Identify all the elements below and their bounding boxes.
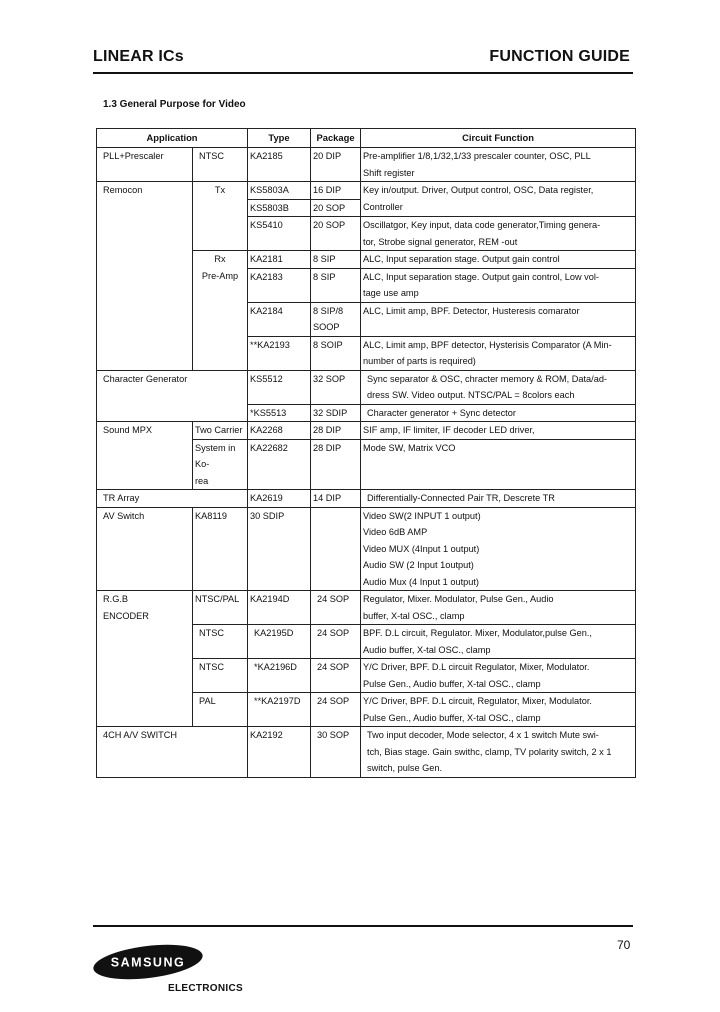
type-cell: KA2183 xyxy=(248,268,311,302)
type-cell: KA2181 xyxy=(248,251,311,269)
function-cell xyxy=(361,148,636,182)
application-line: ENCODER xyxy=(103,610,149,621)
package-cell: 32 SDIP xyxy=(311,404,361,422)
sub-application-cell: NTSC xyxy=(193,625,248,659)
function-line: ALC, Limit amp, BPF. Detector, Husteresis comarator xyxy=(363,305,580,316)
function-line: buffer, X-tal OSC., clamp xyxy=(363,610,465,621)
function-cell xyxy=(361,727,636,778)
function-cell xyxy=(361,336,636,370)
sub-application-cell: Pre-Amp xyxy=(193,268,248,370)
type-cell: **KA2197D xyxy=(248,693,311,727)
table-row xyxy=(97,148,636,182)
type-cell: KA22682 xyxy=(248,439,311,490)
function-line: Controller xyxy=(363,201,403,212)
package-cell: 32 SOP xyxy=(311,370,361,404)
function-line: number of parts is required) xyxy=(363,356,476,366)
package-cell: 20 SOP xyxy=(311,199,361,217)
package-cell: 8 SIP xyxy=(311,268,361,302)
function-line: Y/C Driver, BPF. D.L circuit Regulator, Mixer, Modulator. xyxy=(363,662,590,672)
sub-application-cell: NTSC xyxy=(193,659,248,693)
samsung-logo xyxy=(92,944,204,985)
type-cell: KA2268 xyxy=(248,422,311,440)
type-cell: KA2194D xyxy=(248,591,311,625)
application-cell: Character Generator xyxy=(97,370,248,422)
footer-rule xyxy=(93,925,633,927)
function-line: Pulse Gen., Audio buffer, X-tal OSC., clamp xyxy=(363,678,541,689)
header-rule xyxy=(93,72,633,74)
sub-application-cell: PAL xyxy=(193,693,248,727)
function-line: Video SW(2 INPUT 1 output) xyxy=(363,510,481,521)
package-cell: 8 SOIP xyxy=(311,336,361,370)
package-cell xyxy=(311,507,361,591)
function-cell xyxy=(361,302,636,336)
function-cell xyxy=(361,693,636,727)
type-cell: KA2195D xyxy=(248,625,311,659)
type-cell: KS5512 xyxy=(248,370,311,404)
function-line: Oscillatgor, Key input, data code generator,Timing genera- xyxy=(363,220,601,230)
header-package: Package xyxy=(311,129,361,148)
package-cell: 24 SOP xyxy=(311,591,361,625)
page-number: 70 xyxy=(617,938,631,952)
function-line: ALC, Input separation stage. Output gain control, Low vol- xyxy=(363,271,599,282)
function-line: dress SW. Video output. NTSC/PAL = 8colors each xyxy=(367,390,575,400)
package-cell: 16 DIP xyxy=(311,182,361,200)
sub-application-cell: KA8119 xyxy=(193,507,248,591)
application-cell: PLL+Prescaler xyxy=(97,148,193,182)
application-cell: 4CH A/V SWITCH xyxy=(97,727,248,778)
function-line: SIF amp, IF limiter, IF decoder LED driver, xyxy=(363,425,535,435)
sub-application-cell: Tx xyxy=(193,182,248,251)
table-row xyxy=(97,490,636,508)
sub-application-cell: NTSC/PAL xyxy=(193,591,248,625)
application-cell: TR Array xyxy=(97,490,248,508)
type-cell: KA2619 xyxy=(248,490,311,508)
function-cell xyxy=(361,217,636,251)
function-line: tch, Bias stage. Gain swithc, clamp, TV polarity switch, 2 x 1 xyxy=(367,746,612,757)
sub-application-line: Ko- xyxy=(195,459,210,469)
function-line: Video 6dB AMP xyxy=(363,527,428,537)
function-guide-table xyxy=(96,128,636,778)
type-cell: KS5803B xyxy=(248,199,311,217)
type-cell: KA2185 xyxy=(248,148,311,182)
function-line: Pulse Gen., Audio buffer, X-tal OSC., clamp xyxy=(363,712,541,723)
package-cell: 28 DIP xyxy=(311,422,361,440)
type-cell: KA2192 xyxy=(248,727,311,778)
table-row xyxy=(97,727,636,778)
function-line: Two input decoder, Mode selector, 4 x 1 switch Mute swi- xyxy=(367,730,599,740)
application-line: R.G.B xyxy=(103,594,129,604)
application-cell: AV Switch xyxy=(97,507,193,591)
sub-application-cell: Two Carrier xyxy=(193,422,248,440)
table-row xyxy=(97,591,636,625)
function-cell xyxy=(361,490,636,508)
function-cell xyxy=(361,404,636,422)
function-line: Key in/output. Driver, Output control, OSC, Data register, xyxy=(363,185,594,195)
package-line: SOOP xyxy=(313,322,340,332)
application-cell xyxy=(97,591,193,727)
sub-application-line: System in xyxy=(195,442,236,453)
header-left-title: LINEAR ICs xyxy=(93,48,184,65)
function-line: tor, Strobe signal generator, REM -out xyxy=(363,236,518,247)
type-cell: KS5410 xyxy=(248,217,311,251)
section-title: 1.3 General Purpose for Video xyxy=(103,99,246,110)
package-cell: 24 SOP xyxy=(311,693,361,727)
table-row xyxy=(97,370,636,404)
package-cell: 8 SIP xyxy=(311,251,361,269)
package-cell: 30 SOP xyxy=(311,727,361,778)
type-cell: KA2184 xyxy=(248,302,311,336)
function-line: BPF. D.L circuit, Regulator. Mixer, Modulator,pulse Gen., xyxy=(363,628,592,638)
function-line: Shift register xyxy=(363,167,415,178)
sub-application-line: rea xyxy=(195,475,209,486)
package-line: 8 SIP/8 xyxy=(313,305,344,316)
table-header-row xyxy=(97,129,636,148)
header-circuit-function: Circuit Function xyxy=(361,129,636,148)
function-cell xyxy=(361,422,636,440)
application-cell: Remocon xyxy=(97,182,193,371)
sub-application-cell: Rx xyxy=(193,251,248,269)
type-cell: **KA2193 xyxy=(248,336,311,370)
function-line: Regulator, Mixer. Modulator, Pulse Gen., Audio xyxy=(363,594,554,604)
function-cell xyxy=(361,439,636,490)
sub-application-cell: NTSC xyxy=(193,148,248,182)
logo-subtitle: ELECTRONICS xyxy=(168,983,243,994)
function-line: Y/C Driver, BPF. D.L circuit, Regulator, Mixer, Modulator. xyxy=(363,696,592,706)
function-cell xyxy=(361,591,636,625)
function-cell xyxy=(361,268,636,302)
header-type: Type xyxy=(248,129,311,148)
application-cell: Sound MPX xyxy=(97,422,193,490)
header-right-title: FUNCTION GUIDE xyxy=(489,48,630,65)
function-line: Audio SW (2 Input 1output) xyxy=(363,560,474,570)
type-cell: KS5803A xyxy=(248,182,311,200)
function-line: switch, pulse Gen. xyxy=(367,763,443,773)
type-cell: *KS5513 xyxy=(248,404,311,422)
package-cell: 24 SOP xyxy=(311,659,361,693)
function-line: ALC, Limit amp, BPF detector, Hysterisis Comparator (A Min- xyxy=(363,339,612,350)
function-line: Pre-amplifier 1/8,1/32,1/33 prescaler counter, OSC, PLL xyxy=(363,151,591,161)
function-cell xyxy=(361,659,636,693)
logo-text: SAMSUNG xyxy=(110,955,186,970)
function-cell xyxy=(361,370,636,404)
table-row xyxy=(97,507,636,591)
package-cell: 20 DIP xyxy=(311,148,361,182)
function-line: tage use amp xyxy=(363,288,419,298)
package-cell xyxy=(311,302,361,336)
function-line: ALC, Input separation stage. Output gain control xyxy=(363,254,560,264)
function-line: Audio Mux (4 Input 1 output) xyxy=(363,576,479,587)
package-cell: 20 SOP xyxy=(311,217,361,251)
package-cell: 28 DIP xyxy=(311,439,361,490)
type-cell: *KA2196D xyxy=(248,659,311,693)
function-cell xyxy=(361,625,636,659)
header-application: Application xyxy=(97,129,248,148)
function-line: Sync separator & OSC, chracter memory & ROM, Data/ad- xyxy=(367,373,607,384)
function-line: Mode SW, Matrix VCO xyxy=(363,442,456,453)
type-cell: 30 SDIP xyxy=(248,507,311,591)
function-cell xyxy=(361,251,636,269)
sub-application-cell xyxy=(193,439,248,490)
table-row xyxy=(97,182,636,200)
function-line: Differentially-Connected Pair TR, Descrete TR xyxy=(367,493,555,503)
function-line: Character generator + Sync detector xyxy=(367,407,516,418)
function-line: Audio buffer, X-tal OSC., clamp xyxy=(363,644,491,655)
function-cell xyxy=(361,507,636,591)
package-cell: 14 DIP xyxy=(311,490,361,508)
function-cell xyxy=(361,182,636,217)
table-row xyxy=(97,422,636,440)
samsung-logo-icon xyxy=(92,944,204,980)
function-line: Video MUX (4Input 1 output) xyxy=(363,543,480,554)
package-cell: 24 SOP xyxy=(311,625,361,659)
